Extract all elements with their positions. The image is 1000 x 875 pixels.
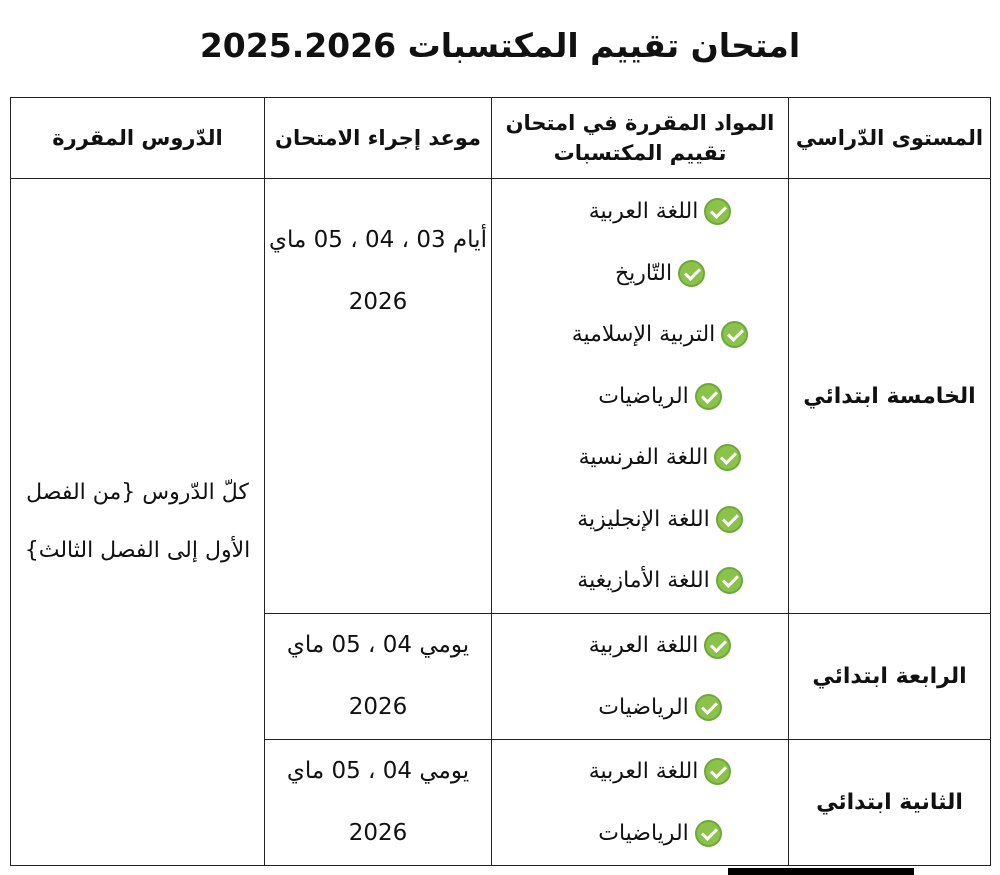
exam-schedule-table [10, 97, 991, 866]
check-circle-icon [704, 198, 731, 225]
subjects-cell [492, 614, 789, 740]
subject-label: الرياضيات [598, 383, 689, 409]
check-circle-icon [716, 567, 743, 594]
header-row [11, 98, 991, 179]
subject-list [492, 741, 788, 864]
header-lessons: الدّروس المقررة [11, 98, 265, 179]
subject-label: الرياضيات [598, 820, 689, 846]
lessons-cell: كلّ الدّروس {من الفصل الأول إلى الفصل الثالث} [11, 179, 265, 866]
check-circle-icon [704, 758, 731, 785]
check-circle-icon [695, 694, 722, 721]
subject-item [532, 365, 788, 427]
check-circle-icon [695, 383, 722, 410]
subject-label: اللغة العربية [588, 199, 699, 224]
level-cell: الرابعة ابتدائي [789, 614, 991, 740]
subject-item [532, 677, 788, 739]
level-cell: الخامسة ابتدائي [789, 179, 991, 614]
subject-label: اللغة الأمازيغية [577, 568, 710, 593]
subjects-cell [492, 740, 789, 866]
subject-label: اللغة العربية [588, 759, 699, 785]
exam-date-cell: يومي 04 ، 05 ماي 2026 [265, 614, 492, 740]
subject-item [532, 615, 788, 677]
subjects-cell [492, 179, 789, 614]
subject-list [492, 181, 788, 612]
header-subjects: المواد المقررة في امتحان تقييم المكتسبات [492, 98, 789, 179]
check-circle-icon [678, 260, 705, 287]
subject-item [532, 803, 788, 865]
subject-label: التّاريخ [614, 260, 673, 286]
subject-item [532, 427, 788, 489]
header-date: موعد إجراء الامتحان [265, 98, 492, 179]
check-circle-icon [721, 321, 748, 348]
subject-label: الرياضيات [598, 694, 689, 720]
table-row [11, 179, 991, 614]
page-title: امتحان تقييم المكتسبات 2025.2026 [199, 26, 801, 65]
subject-item [532, 550, 788, 612]
subject-label: اللغة العربية [588, 633, 699, 659]
subject-label: التربية الإسلامية [571, 322, 716, 347]
subject-item [532, 242, 788, 304]
level-cell: الثانية ابتدائي [789, 740, 991, 866]
subject-item [532, 304, 788, 366]
header-level: المستوى الدّراسي [789, 98, 991, 179]
check-circle-icon [704, 632, 731, 659]
subject-item [532, 741, 788, 803]
exam-date-cell: أيام 03 ، 04 ، 05 ماي 2026 [265, 179, 492, 614]
check-circle-icon [695, 820, 722, 847]
subject-list [492, 615, 788, 738]
exam-date-cell: يومي 04 ، 05 ماي 2026 [265, 740, 492, 866]
subject-item [532, 181, 788, 243]
bottom-edge-bar [728, 868, 914, 875]
subject-label: اللغة الإنجليزية [577, 506, 710, 532]
check-circle-icon [714, 444, 741, 471]
check-circle-icon [716, 506, 743, 533]
subject-item [532, 488, 788, 550]
subject-label: اللغة الفرنسية [578, 445, 709, 470]
